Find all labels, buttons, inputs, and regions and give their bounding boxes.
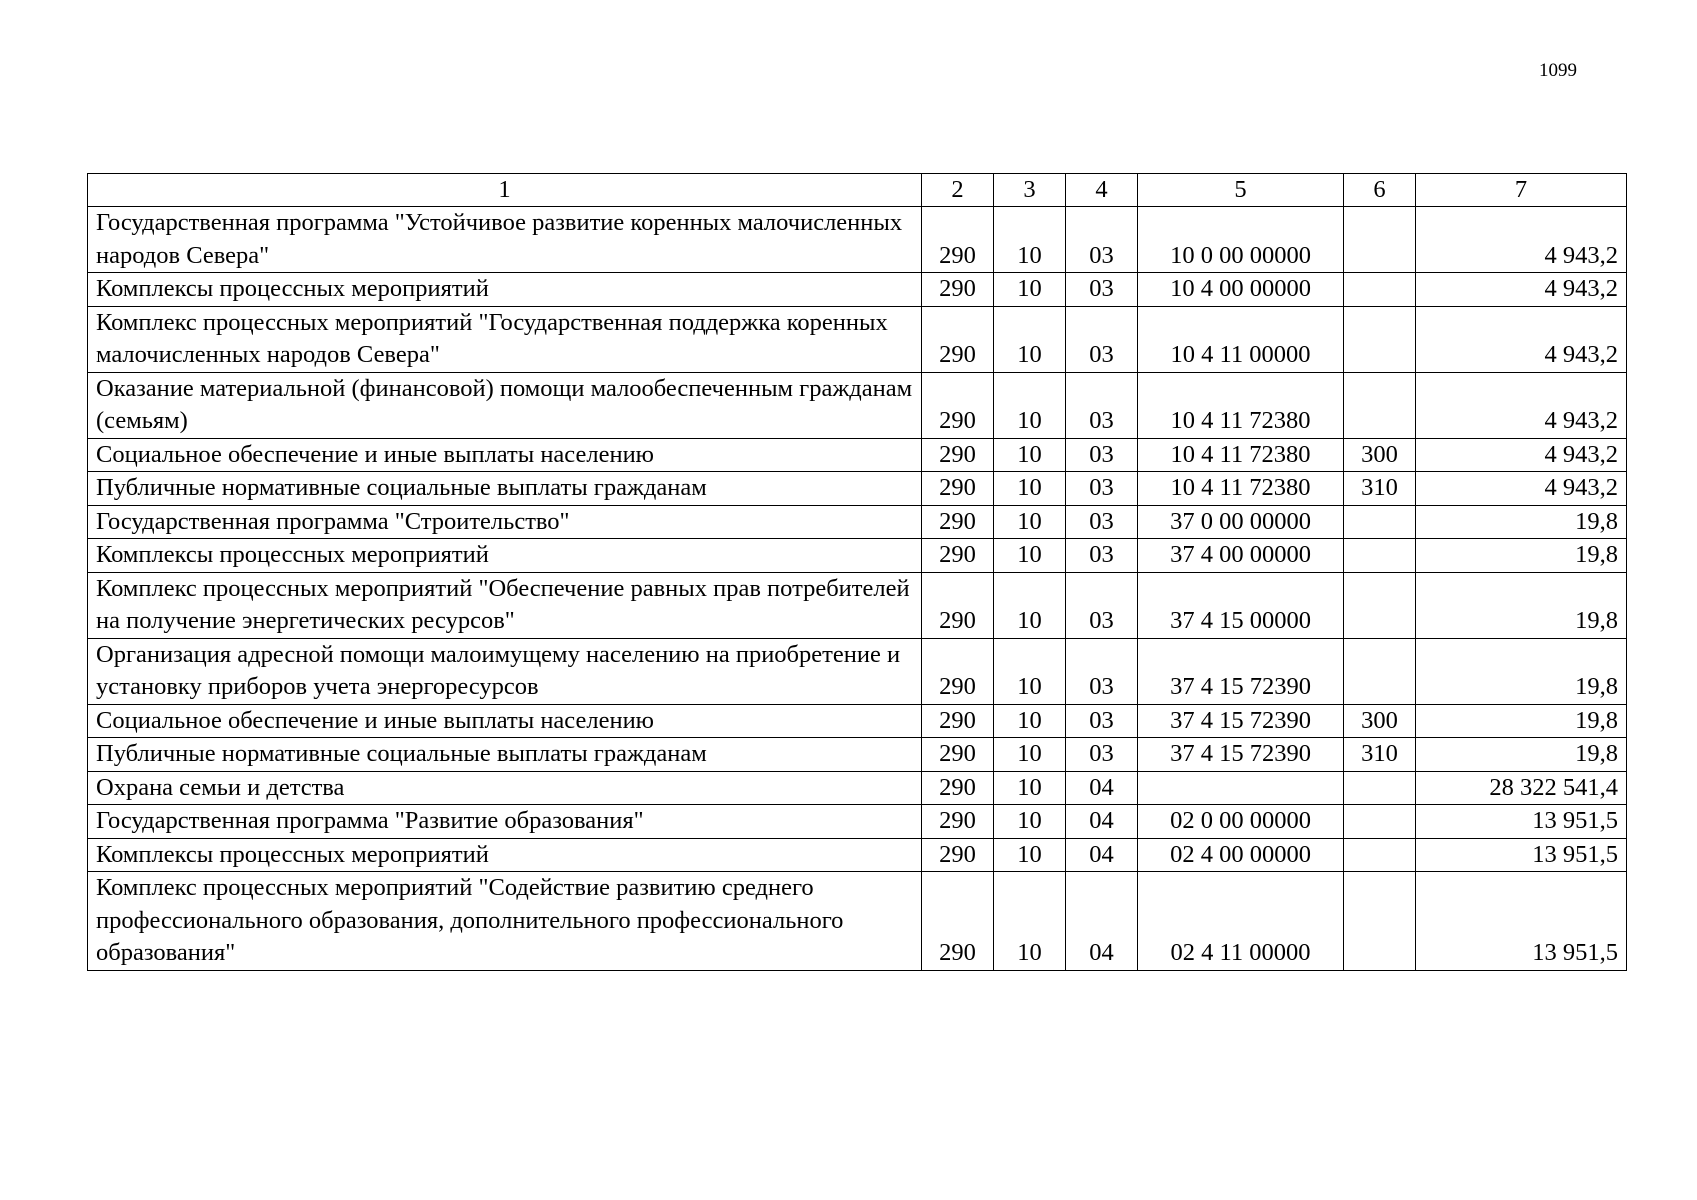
target-article-cell: 10 4 11 72380 [1138, 438, 1344, 472]
amount-cell: 19,8 [1416, 572, 1627, 638]
subsection-cell: 03 [1066, 572, 1138, 638]
row-name-cell: Организация адресной помощи малоимущему населению на приобретение и установку приборов учета энергоресурсов [88, 638, 922, 704]
subsection-cell: 03 [1066, 438, 1138, 472]
expense-type-cell [1344, 838, 1416, 872]
expense-type-cell: 310 [1344, 738, 1416, 772]
page-number: 1099 [1539, 60, 1577, 81]
expense-type-cell [1344, 638, 1416, 704]
table-row [88, 738, 1627, 772]
section-cell: 10 [994, 207, 1066, 273]
row-name-cell: Социальное обеспечение и иные выплаты населению [88, 704, 922, 738]
amount-cell: 19,8 [1416, 738, 1627, 772]
row-name-cell: Социальное обеспечение и иные выплаты населению [88, 438, 922, 472]
table-row [88, 805, 1627, 839]
table-row [88, 472, 1627, 506]
target-article-cell: 10 4 11 72380 [1138, 372, 1344, 438]
section-cell: 10 [994, 505, 1066, 539]
target-article-cell: 37 4 15 72390 [1138, 704, 1344, 738]
section-cell: 10 [994, 638, 1066, 704]
admin-code-cell: 290 [922, 472, 994, 506]
table-row [88, 438, 1627, 472]
section-cell: 10 [994, 704, 1066, 738]
amount-cell: 4 943,2 [1416, 438, 1627, 472]
table-row [88, 704, 1627, 738]
section-cell: 10 [994, 472, 1066, 506]
expense-type-cell [1344, 771, 1416, 805]
subsection-cell: 03 [1066, 372, 1138, 438]
amount-cell: 19,8 [1416, 539, 1627, 573]
table-row [88, 372, 1627, 438]
admin-code-cell: 290 [922, 372, 994, 438]
expense-type-cell [1344, 372, 1416, 438]
table-row [88, 505, 1627, 539]
table-row [88, 539, 1627, 573]
expense-type-cell [1344, 273, 1416, 307]
expense-type-cell: 300 [1344, 438, 1416, 472]
admin-code-cell: 290 [922, 539, 994, 573]
table-row [88, 207, 1627, 273]
amount-cell: 4 943,2 [1416, 207, 1627, 273]
amount-cell: 4 943,2 [1416, 273, 1627, 307]
column-header: 2 [922, 174, 994, 207]
admin-code-cell: 290 [922, 505, 994, 539]
subsection-cell: 03 [1066, 539, 1138, 573]
column-header: 6 [1344, 174, 1416, 207]
subsection-cell: 04 [1066, 805, 1138, 839]
amount-cell: 28 322 541,4 [1416, 771, 1627, 805]
row-name-cell: Государственная программа "Устойчивое развитие коренных малочисленных народов Севера" [88, 207, 922, 273]
admin-code-cell: 290 [922, 273, 994, 307]
section-cell: 10 [994, 273, 1066, 307]
subsection-cell: 04 [1066, 771, 1138, 805]
admin-code-cell: 290 [922, 838, 994, 872]
subsection-cell: 03 [1066, 505, 1138, 539]
table-row [88, 771, 1627, 805]
amount-cell: 19,8 [1416, 505, 1627, 539]
expense-type-cell [1344, 505, 1416, 539]
section-cell: 10 [994, 539, 1066, 573]
column-header: 7 [1416, 174, 1627, 207]
subsection-cell: 03 [1066, 472, 1138, 506]
budget-table [87, 173, 1627, 971]
target-article-cell: 10 4 11 72380 [1138, 472, 1344, 506]
target-article-cell: 10 4 11 00000 [1138, 306, 1344, 372]
amount-cell: 13 951,5 [1416, 805, 1627, 839]
section-cell: 10 [994, 372, 1066, 438]
target-article-cell: 10 4 00 00000 [1138, 273, 1344, 307]
column-header: 4 [1066, 174, 1138, 207]
row-name-cell: Комплекс процессных мероприятий "Содействие развитию среднего профессионального образования, дополнительного профессионального образования" [88, 872, 922, 971]
amount-cell: 4 943,2 [1416, 306, 1627, 372]
subsection-cell: 03 [1066, 704, 1138, 738]
row-name-cell: Государственная программа "Строительство" [88, 505, 922, 539]
admin-code-cell: 290 [922, 805, 994, 839]
target-article-cell: 37 4 15 72390 [1138, 738, 1344, 772]
row-name-cell: Публичные нормативные социальные выплаты гражданам [88, 472, 922, 506]
subsection-cell: 03 [1066, 738, 1138, 772]
target-article-cell: 02 4 00 00000 [1138, 838, 1344, 872]
target-article-cell: 37 4 00 00000 [1138, 539, 1344, 573]
section-cell: 10 [994, 438, 1066, 472]
expense-type-cell: 300 [1344, 704, 1416, 738]
amount-cell: 4 943,2 [1416, 372, 1627, 438]
section-cell: 10 [994, 872, 1066, 971]
admin-code-cell: 290 [922, 771, 994, 805]
table-row [88, 872, 1627, 971]
expense-type-cell [1344, 306, 1416, 372]
section-cell: 10 [994, 572, 1066, 638]
table-row [88, 572, 1627, 638]
target-article-cell [1138, 771, 1344, 805]
subsection-cell: 04 [1066, 838, 1138, 872]
column-header: 3 [994, 174, 1066, 207]
header-row [88, 174, 1627, 207]
admin-code-cell: 290 [922, 872, 994, 971]
row-name-cell: Комплексы процессных мероприятий [88, 273, 922, 307]
admin-code-cell: 290 [922, 438, 994, 472]
amount-cell: 19,8 [1416, 704, 1627, 738]
target-article-cell: 37 4 15 72390 [1138, 638, 1344, 704]
section-cell: 10 [994, 805, 1066, 839]
expense-type-cell: 310 [1344, 472, 1416, 506]
amount-cell: 19,8 [1416, 638, 1627, 704]
section-cell: 10 [994, 771, 1066, 805]
admin-code-cell: 290 [922, 638, 994, 704]
row-name-cell: Комплекс процессных мероприятий "Обеспечение равных прав потребителей на получение энергетических ресурсов" [88, 572, 922, 638]
amount-cell: 13 951,5 [1416, 838, 1627, 872]
table-header [88, 174, 1627, 207]
section-cell: 10 [994, 838, 1066, 872]
table-row [88, 838, 1627, 872]
section-cell: 10 [994, 738, 1066, 772]
row-name-cell: Публичные нормативные социальные выплаты гражданам [88, 738, 922, 772]
admin-code-cell: 290 [922, 704, 994, 738]
admin-code-cell: 290 [922, 738, 994, 772]
subsection-cell: 04 [1066, 872, 1138, 971]
table-row [88, 306, 1627, 372]
table-row [88, 273, 1627, 307]
target-article-cell: 10 0 00 00000 [1138, 207, 1344, 273]
subsection-cell: 03 [1066, 306, 1138, 372]
expense-type-cell [1344, 207, 1416, 273]
row-name-cell: Комплекс процессных мероприятий "Государственная поддержка коренных малочисленных народов Севера" [88, 306, 922, 372]
admin-code-cell: 290 [922, 207, 994, 273]
expense-type-cell [1344, 872, 1416, 971]
admin-code-cell: 290 [922, 572, 994, 638]
expense-type-cell [1344, 805, 1416, 839]
column-header: 5 [1138, 174, 1344, 207]
target-article-cell: 02 0 00 00000 [1138, 805, 1344, 839]
row-name-cell: Комплексы процессных мероприятий [88, 539, 922, 573]
target-article-cell: 02 4 11 00000 [1138, 872, 1344, 971]
section-cell: 10 [994, 306, 1066, 372]
expense-type-cell [1344, 539, 1416, 573]
row-name-cell: Комплексы процессных мероприятий [88, 838, 922, 872]
amount-cell: 13 951,5 [1416, 872, 1627, 971]
table-row [88, 638, 1627, 704]
admin-code-cell: 290 [922, 306, 994, 372]
row-name-cell: Оказание материальной (финансовой) помощи малообеспеченным гражданам (семьям) [88, 372, 922, 438]
target-article-cell: 37 4 15 00000 [1138, 572, 1344, 638]
row-name-cell: Государственная программа "Развитие образования" [88, 805, 922, 839]
amount-cell: 4 943,2 [1416, 472, 1627, 506]
subsection-cell: 03 [1066, 273, 1138, 307]
target-article-cell: 37 0 00 00000 [1138, 505, 1344, 539]
column-header: 1 [88, 174, 922, 207]
expense-type-cell [1344, 572, 1416, 638]
row-name-cell: Охрана семьи и детства [88, 771, 922, 805]
table-body [88, 207, 1627, 971]
subsection-cell: 03 [1066, 207, 1138, 273]
subsection-cell: 03 [1066, 638, 1138, 704]
